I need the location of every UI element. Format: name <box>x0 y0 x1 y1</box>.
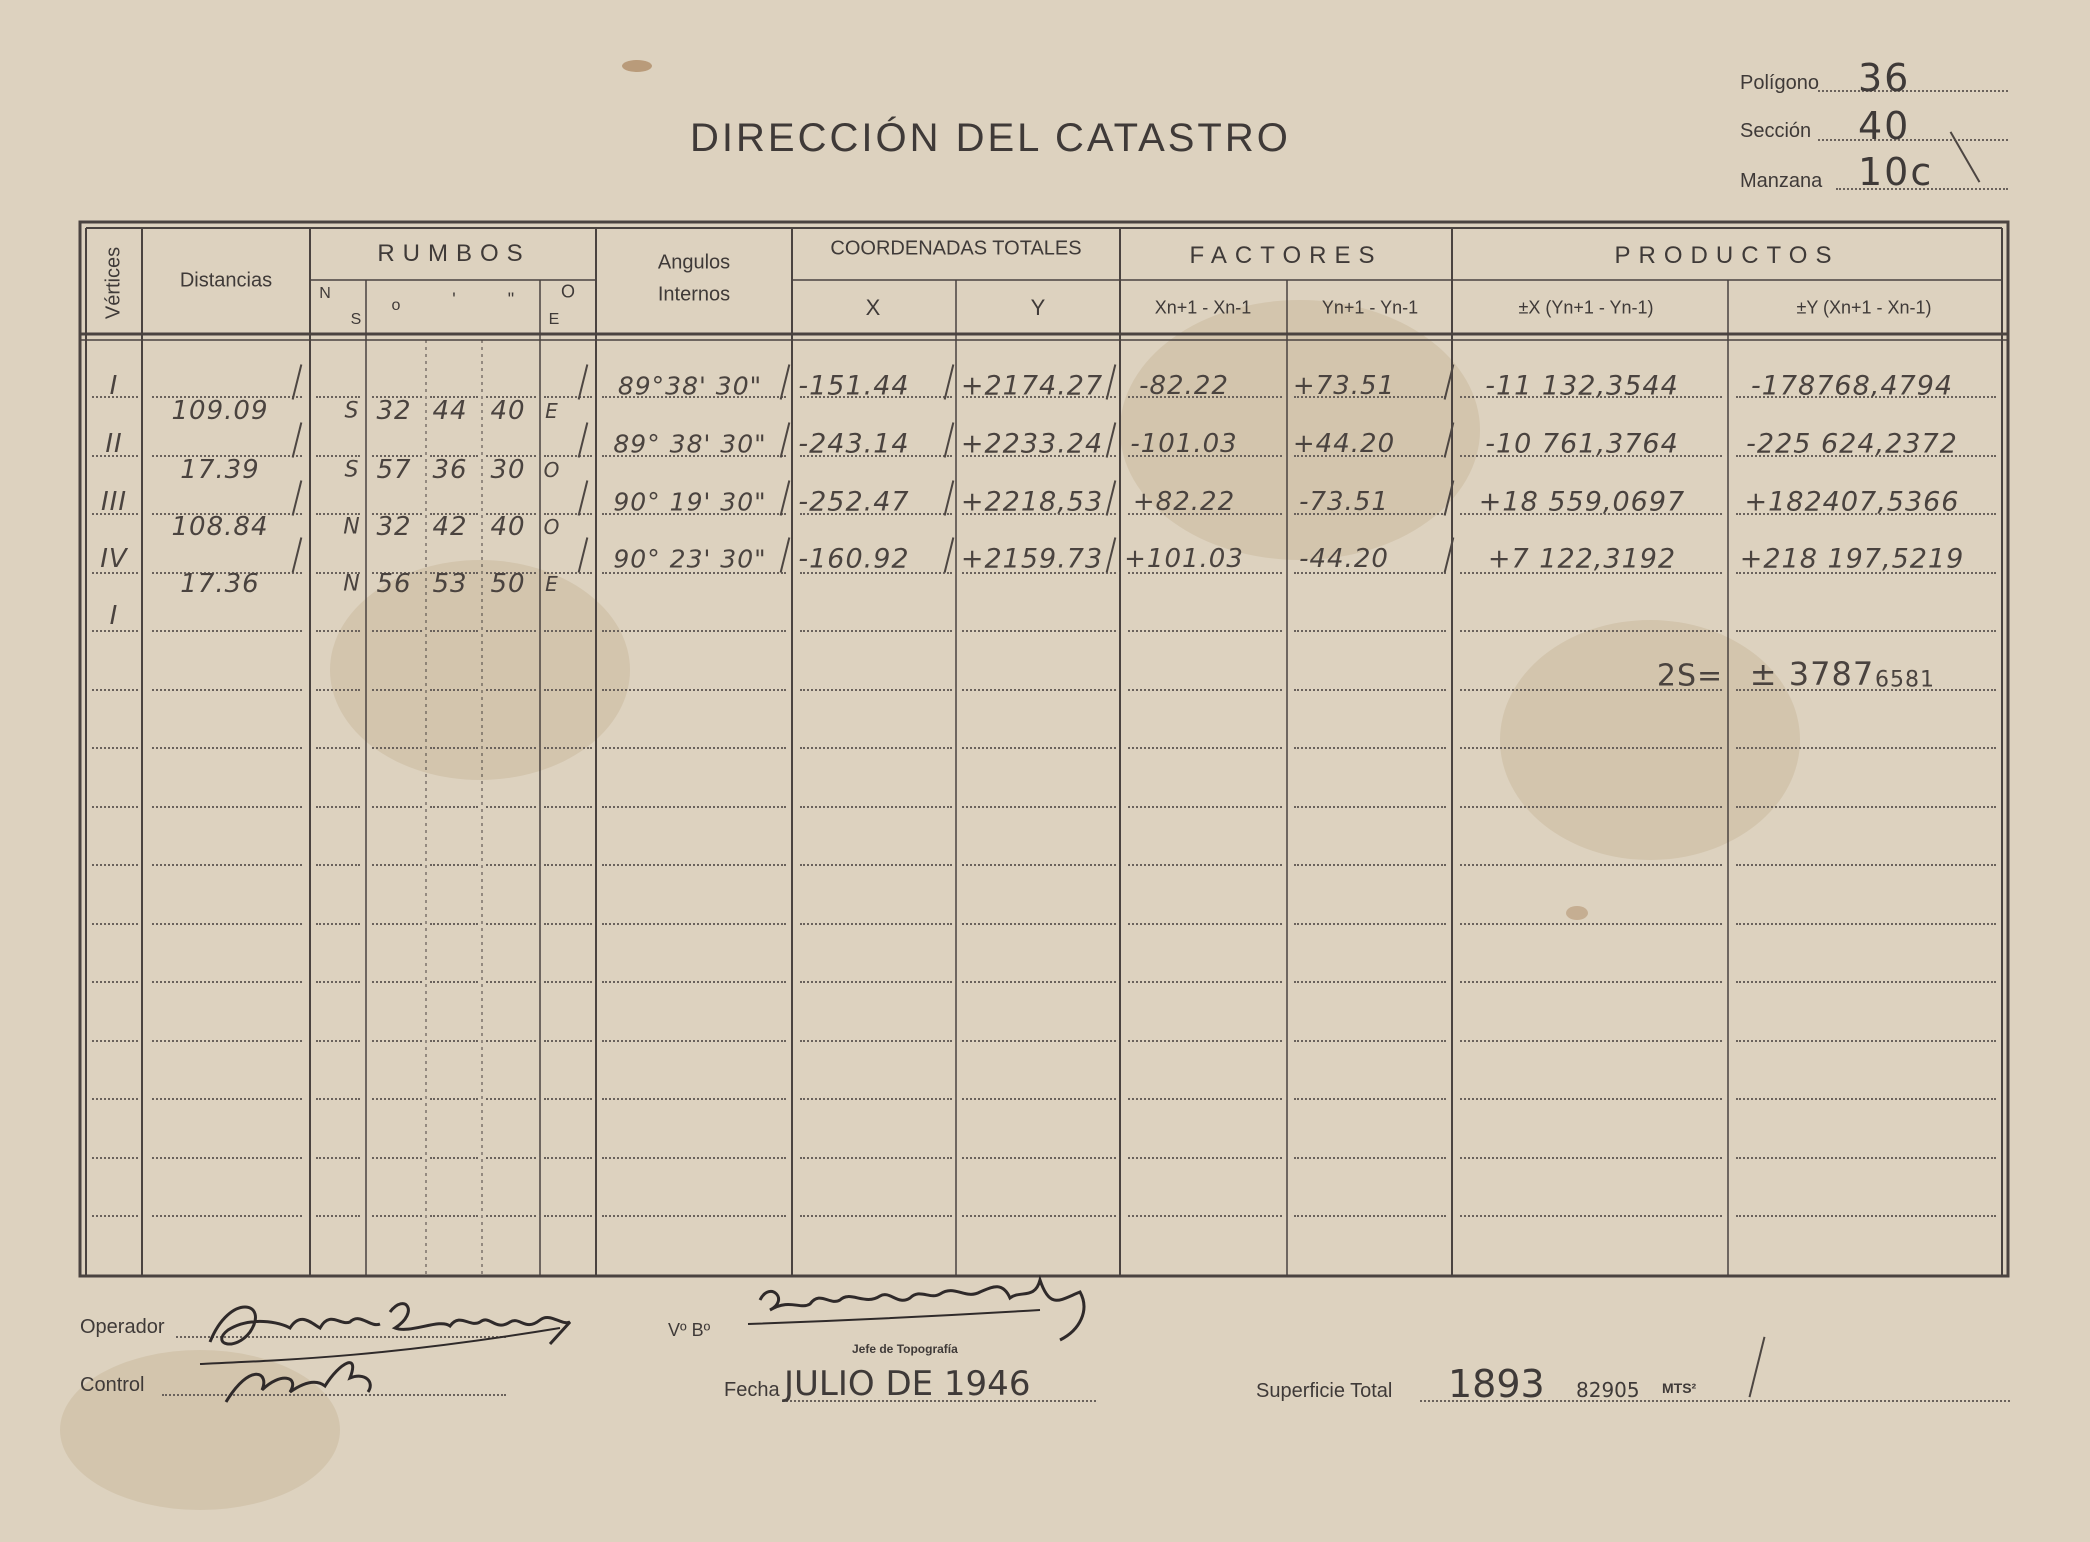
row-rule <box>1128 1215 1282 1217</box>
product-y: -225 624,2372 <box>1746 428 1958 460</box>
row-rule <box>1294 689 1446 691</box>
row-rule <box>486 1157 536 1159</box>
row-rule <box>602 981 786 983</box>
rumbo-oe: E <box>545 572 559 596</box>
rumbo-degrees: 56 <box>376 569 412 599</box>
row-rule <box>602 747 786 749</box>
rumbo-seconds: 40 <box>490 512 526 542</box>
sum-value: ± 3787 <box>1749 655 1875 693</box>
factor-x: -82.22 <box>1139 371 1229 401</box>
rumbo-seconds: 30 <box>490 455 526 485</box>
rumbos-minutes-label: ' <box>452 289 456 310</box>
seccion-label: Sección <box>1740 120 1812 142</box>
coord-x: -151.44 <box>798 370 910 402</box>
coord-y: +2233.24 <box>960 428 1104 460</box>
row-rule <box>430 630 478 632</box>
row-rule <box>544 747 592 749</box>
row-rule <box>1460 747 1722 749</box>
factor-y: +73.51 <box>1292 371 1396 401</box>
row-rule <box>1128 689 1282 691</box>
product-y: -178768,4794 <box>1750 370 1954 402</box>
distance-value: 108.84 <box>171 512 269 542</box>
factor-y: -73.51 <box>1299 487 1389 517</box>
row-rule <box>1736 923 1996 925</box>
angulos-header: Angulos <box>657 251 731 274</box>
row-rule <box>316 689 360 691</box>
row-rule <box>544 396 592 398</box>
row-rule <box>544 689 592 691</box>
row-rule <box>1128 1098 1282 1100</box>
poligono-value: 36 <box>1858 56 1911 100</box>
row-rule <box>152 923 302 925</box>
row-rule <box>486 923 536 925</box>
row-rule <box>602 689 786 691</box>
row-rule <box>486 1098 536 1100</box>
row-rule <box>1294 1098 1446 1100</box>
row-rule <box>372 864 422 866</box>
product-x: -10 761,3764 <box>1485 428 1679 460</box>
row-rule <box>1294 1040 1446 1042</box>
vertex-label: IV <box>100 544 128 574</box>
row-rule <box>962 630 1116 632</box>
rumbo-oe: E <box>545 399 559 423</box>
coord-x: -160.92 <box>798 543 910 575</box>
row-rule <box>800 981 952 983</box>
row-rule <box>1736 630 1996 632</box>
row-rule <box>1736 1215 1996 1217</box>
row-rule <box>316 1157 360 1159</box>
row-rule <box>800 806 952 808</box>
row-rule <box>544 1040 592 1042</box>
rumbo-minutes: 42 <box>432 512 468 542</box>
rumbo-degrees: 57 <box>376 455 412 485</box>
productos-header: PRODUCTOS <box>1614 242 1840 269</box>
coord-x: -252.47 <box>798 486 910 518</box>
product-y-header: ±Y (Xn+1 - Xn-1) <box>1796 297 1932 318</box>
distance-value: 17.39 <box>180 455 260 485</box>
factor-y: +44.20 <box>1292 429 1396 459</box>
row-rule <box>1294 923 1446 925</box>
row-rule <box>486 689 536 691</box>
product-x: +7 122,3192 <box>1487 543 1677 575</box>
row-rule <box>92 747 138 749</box>
row-rule <box>486 747 536 749</box>
row-rule <box>430 1040 478 1042</box>
row-rule <box>962 1040 1116 1042</box>
row-rule <box>1128 923 1282 925</box>
rumbo-oe: O <box>543 458 561 482</box>
row-rule <box>602 1215 786 1217</box>
row-rule <box>430 747 478 749</box>
row-rule <box>430 864 478 866</box>
jefe-topografia-label: Jefe de Topografía <box>852 1342 958 1356</box>
row-rule <box>800 1215 952 1217</box>
row-rule <box>152 864 302 866</box>
row-rule <box>962 806 1116 808</box>
row-rule <box>152 747 302 749</box>
row-rule <box>602 1157 786 1159</box>
row-rule <box>92 1040 138 1042</box>
product-y: +182407,5366 <box>1744 486 1960 518</box>
row-rule <box>800 1157 952 1159</box>
row-rule <box>316 1040 360 1042</box>
row-rule <box>92 1098 138 1100</box>
row-rule <box>152 1098 302 1100</box>
rumbo-ns: S <box>344 398 360 424</box>
operador-label: Operador <box>80 1316 165 1338</box>
row-rule <box>430 1098 478 1100</box>
row-rule <box>92 1157 138 1159</box>
row-rule <box>602 1040 786 1042</box>
vertex-label: I <box>109 371 119 401</box>
factor-x: +82.22 <box>1132 487 1236 517</box>
row-rule <box>486 981 536 983</box>
row-rule <box>800 1098 952 1100</box>
row-rule <box>486 1215 536 1217</box>
product-x-header: ±X (Yn+1 - Yn-1) <box>1518 297 1654 318</box>
row-rule <box>602 864 786 866</box>
coord-y: +2174.27 <box>960 370 1104 402</box>
row-rule <box>430 1215 478 1217</box>
distancias-header: Distancias <box>179 269 273 292</box>
row-rule <box>544 1098 592 1100</box>
row-rule <box>544 923 592 925</box>
row-rule <box>1128 981 1282 983</box>
row-rule <box>1128 747 1282 749</box>
superficie-label: Superficie Total <box>1256 1380 1393 1402</box>
row-rule <box>486 864 536 866</box>
rumbos-n-label: N <box>319 285 331 302</box>
row-rule <box>316 923 360 925</box>
row-rule <box>1736 806 1996 808</box>
row-rule <box>1460 981 1722 983</box>
vobo-label: Vº Bº <box>668 1320 711 1340</box>
row-rule <box>1294 747 1446 749</box>
row-rule <box>544 864 592 866</box>
coord-y: +2159.73 <box>960 543 1104 575</box>
row-rule <box>1460 1157 1722 1159</box>
row-rule <box>602 1098 786 1100</box>
row-rule <box>372 747 422 749</box>
row-rule <box>1736 1098 1996 1100</box>
row-rule <box>316 1215 360 1217</box>
row-rule <box>602 806 786 808</box>
rumbo-degrees: 32 <box>376 396 412 426</box>
row-rule <box>152 1215 302 1217</box>
vertex-label: III <box>100 487 128 517</box>
fecha-label: Fecha <box>724 1379 780 1401</box>
manzana-label: Manzana <box>1740 170 1823 192</box>
row-rule <box>316 630 360 632</box>
row-rule <box>316 747 360 749</box>
rumbos-e-label: E <box>548 311 560 328</box>
rumbo-seconds: 40 <box>490 396 526 426</box>
row-rule <box>152 981 302 983</box>
poligono-label: Polígono <box>1740 72 1819 94</box>
factor-x: +101.03 <box>1124 544 1244 574</box>
row-rule <box>372 689 422 691</box>
row-rule <box>372 630 422 632</box>
rumbos-s-label: S <box>350 311 362 328</box>
row-rule <box>430 806 478 808</box>
factor-x-header: Xn+1 - Xn-1 <box>1154 297 1252 318</box>
row-rule <box>486 806 536 808</box>
row-rule <box>1460 1098 1722 1100</box>
row-rule <box>1736 1040 1996 1042</box>
coord-y: +2218,53 <box>960 486 1104 518</box>
manzana-value: 10c <box>1858 150 1934 194</box>
rumbo-minutes: 36 <box>432 455 468 485</box>
coordenadas-header: COORDENADAS TOTALES <box>830 237 1082 260</box>
row-rule <box>800 630 952 632</box>
factor-x: -101.03 <box>1130 429 1238 459</box>
row-rule <box>1294 806 1446 808</box>
distance-value: 109.09 <box>171 396 269 426</box>
row-rule <box>544 981 592 983</box>
row-rule <box>1460 1215 1722 1217</box>
y-header: Y <box>1030 295 1046 320</box>
row-rule <box>1128 806 1282 808</box>
internal-angle: 89°38' 30" <box>617 371 763 401</box>
row-rule <box>372 1215 422 1217</box>
rumbos-seconds-label: " <box>507 289 515 310</box>
row-rule <box>316 806 360 808</box>
rumbos-degrees-label: o <box>391 297 401 314</box>
row-rule <box>602 923 786 925</box>
row-rule <box>92 806 138 808</box>
coord-x: -243.14 <box>798 428 910 460</box>
seccion-value: 40 <box>1858 104 1911 148</box>
product-x: -11 132,3544 <box>1485 370 1679 402</box>
rumbo-seconds: 50 <box>490 569 526 599</box>
row-rule <box>372 1040 422 1042</box>
row-rule <box>152 689 302 691</box>
product-x: +18 559,0697 <box>1478 486 1686 518</box>
row-rule <box>92 1215 138 1217</box>
operador-signature <box>190 1282 580 1422</box>
row-rule <box>92 864 138 866</box>
row-rule <box>1460 864 1722 866</box>
internal-angle: 90° 19' 30" <box>613 487 767 517</box>
row-rule <box>152 1157 302 1159</box>
rumbo-ns: N <box>343 571 361 597</box>
row-rule <box>1736 981 1996 983</box>
row-rule <box>602 630 786 632</box>
row-rule <box>372 806 422 808</box>
fecha-value: JULIO DE 1946 <box>784 1364 1031 1404</box>
row-rule <box>1294 864 1446 866</box>
row-rule <box>1294 1157 1446 1159</box>
rumbo-degrees: 32 <box>376 512 412 542</box>
x-header: X <box>865 295 881 320</box>
rumbos-header: RUMBOS <box>377 240 531 267</box>
distance-value: 17.36 <box>180 569 260 599</box>
row-rule <box>430 981 478 983</box>
row-rule <box>92 689 138 691</box>
rumbos-o-label: O <box>560 281 576 302</box>
row-rule <box>1294 1215 1446 1217</box>
row-rule <box>800 923 952 925</box>
row-rule <box>962 923 1116 925</box>
row-rule <box>544 630 592 632</box>
row-rule <box>430 1157 478 1159</box>
row-rule <box>544 806 592 808</box>
product-y: +218 197,5219 <box>1739 543 1965 575</box>
row-rule <box>962 864 1116 866</box>
internal-angle: 90° 23' 30" <box>613 544 767 574</box>
document-title: DIRECCIÓN DEL CATASTRO <box>690 116 1291 160</box>
row-rule <box>1128 630 1282 632</box>
rumbo-ns: N <box>343 514 361 540</box>
row-rule <box>1460 630 1722 632</box>
row-rule <box>962 1098 1116 1100</box>
vertex-label: II <box>105 429 123 459</box>
row-rule <box>316 981 360 983</box>
row-rule <box>316 1098 360 1100</box>
row-rule <box>152 806 302 808</box>
row-rule <box>544 1215 592 1217</box>
row-rule <box>1294 630 1446 632</box>
row-rule <box>372 981 422 983</box>
superficie-unit: MTS² <box>1662 1380 1697 1396</box>
superficie-decimals: 82905 <box>1576 1378 1640 1402</box>
row-rule <box>1736 864 1996 866</box>
factor-y: -44.20 <box>1299 544 1389 574</box>
control-label: Control <box>80 1374 145 1396</box>
row-rule <box>1460 923 1722 925</box>
rumbo-minutes: 44 <box>432 396 468 426</box>
row-rule <box>316 864 360 866</box>
row-rule <box>1128 1157 1282 1159</box>
rumbo-oe: O <box>543 515 561 539</box>
internos-header: Internos <box>657 283 731 306</box>
row-rule <box>962 981 1116 983</box>
row-rule <box>430 923 478 925</box>
row-rule <box>92 981 138 983</box>
row-rule <box>1736 1157 1996 1159</box>
vertices-header: Vértices <box>102 246 125 320</box>
row-rule <box>962 1157 1116 1159</box>
row-rule <box>372 1098 422 1100</box>
row-rule <box>152 1040 302 1042</box>
row-rule <box>544 455 592 457</box>
factor-y-header: Yn+1 - Yn-1 <box>1321 297 1419 318</box>
row-rule <box>92 923 138 925</box>
row-rule <box>962 689 1116 691</box>
row-rule <box>152 630 302 632</box>
row-rule <box>962 1215 1116 1217</box>
factores-header: FACTORES <box>1189 242 1383 269</box>
row-rule <box>1128 864 1282 866</box>
row-rule <box>1294 981 1446 983</box>
row-rule <box>372 1157 422 1159</box>
row-rule <box>800 747 952 749</box>
row-rule <box>962 747 1116 749</box>
rumbo-minutes: 53 <box>432 569 468 599</box>
row-rule <box>486 1040 536 1042</box>
superficie-value: 1893 <box>1448 1362 1545 1406</box>
row-rule <box>1736 747 1996 749</box>
vertex-label: I <box>109 601 119 631</box>
row-rule <box>430 689 478 691</box>
sum-label: 2S= <box>1656 658 1724 694</box>
sum-decimals: 6581 <box>1875 667 1935 693</box>
internal-angle: 89° 38' 30" <box>613 429 767 459</box>
row-rule <box>486 630 536 632</box>
row-rule <box>800 689 952 691</box>
row-rule <box>1460 1040 1722 1042</box>
row-rule <box>1128 1040 1282 1042</box>
rumbo-ns: S <box>344 457 360 483</box>
row-rule <box>800 864 952 866</box>
row-rule <box>800 1040 952 1042</box>
row-rule <box>372 923 422 925</box>
row-rule <box>1460 806 1722 808</box>
row-rule <box>544 1157 592 1159</box>
